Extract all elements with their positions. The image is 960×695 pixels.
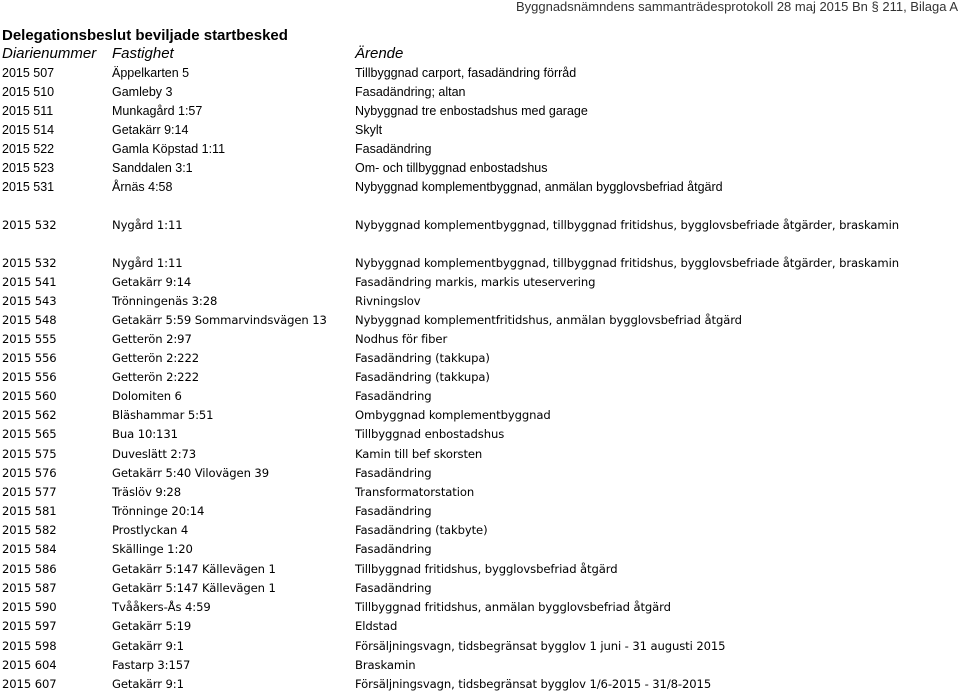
fastighet-cell: Getterön 2:97 [112,332,192,346]
arende-cell: Fasadändring [355,466,432,480]
arende-cell: Om- och tillbyggnad enbostadshus [355,161,548,175]
arende-cell: Fasadändring [355,581,432,595]
arende-cell: Fasadändring [355,504,432,518]
arende-cell: Tillbyggnad fritidshus, anmälan bygglovsbefriad åtgärd [355,600,671,614]
table-row [0,311,960,330]
arende-cell: Fasadändring (takkupa) [355,351,490,365]
fastighet-cell: Getakärr 9:14 [112,123,189,137]
protocol-reference: Byggnadsnämndens sammanträdesprotokoll 28 maj 2015 Bn § 211, Bilaga A [515,0,958,14]
diarienummer-cell: 2015 604 [2,658,57,672]
diarienummer-cell: 2015 543 [2,294,57,308]
table-row [0,83,960,102]
fastighet-cell: Fastarp 3:157 [112,658,191,672]
arende-cell: Skylt [355,123,383,137]
fastighet-cell: Träslöv 9:28 [112,485,181,499]
table-row [0,560,960,579]
fastighet-cell: Skällinge 1:20 [112,542,193,556]
table-row [0,292,960,311]
diarienummer-cell: 2015 532 [2,256,57,270]
arende-cell: Fasadändring [355,389,432,403]
fastighet-cell: Bläshammar 5:51 [112,408,214,422]
arende-cell: Försäljningsvagn, tidsbegränsat bygglov 1/6-2015 - 31/8-2015 [355,677,712,691]
table-row [0,540,960,559]
arende-cell: Nybyggnad tre enbostadshus med garage [355,104,588,118]
table-row [0,675,960,694]
fastighet-cell: Getakärr 9:14 [112,275,192,289]
arende-cell: Nybyggnad komplementbyggnad, anmälan bygglovsbefriad åtgärd [355,180,723,194]
fastighet-cell: Gamleby 3 [112,85,173,99]
arende-cell: Rivningslov [355,294,421,308]
fastighet-cell: Getterön 2:222 [112,351,199,365]
diarienummer-cell: 2015 581 [2,504,57,518]
fastighet-cell: Bua 10:131 [112,427,178,441]
table-row [0,349,960,368]
diarienummer-cell: 2015 532 [2,218,57,232]
diarienummer-cell: 2015 556 [2,351,57,365]
arende-cell: Nybyggnad komplementbyggnad, tillbyggnad fritidshus, bygglovsbefriade åtgärder, braskamin [355,218,899,232]
arende-cell: Kamin till bef skorsten [355,447,483,461]
diarienummer-cell: 2015 511 [2,104,54,118]
table-row [0,637,960,656]
table-row [0,425,960,444]
fastighet-cell: Getakärr 5:147 Källevägen 1 [112,562,276,576]
arende-cell: Fasadändring markis, markis uteservering [355,275,596,289]
arende-cell: Ombyggnad komplementbyggnad [355,408,551,422]
fastighet-cell: Årnäs 4:58 [112,180,173,194]
table-row [0,656,960,675]
table-row [0,178,960,197]
diarienummer-cell: 2015 510 [2,85,55,99]
table-row [0,216,960,235]
fastighet-cell: Nygård 1:11 [112,256,183,270]
arende-cell: Nybyggnad komplementfritidshus, anmälan bygglovsbefriad åtgärd [355,313,742,327]
fastighet-cell: Getakärr 5:40 Vilovägen 39 [112,466,269,480]
table-row [0,406,960,425]
diarienummer-cell: 2015 565 [2,427,57,441]
table-row [0,387,960,406]
arende-cell: Eldstad [355,619,398,633]
fastighet-cell: Nygård 1:11 [112,218,183,232]
table-row [0,121,960,140]
diarienummer-cell: 2015 562 [2,408,57,422]
fastighet-cell: Munkagård 1:57 [112,104,203,118]
table-row [0,464,960,483]
diarienummer-cell: 2015 555 [2,332,57,346]
fastighet-cell: Dolomiten 6 [112,389,182,403]
diarienummer-cell: 2015 586 [2,562,57,576]
column-header-fastighet: Fastighet [112,45,174,62]
fastighet-cell: Sanddalen 3:1 [112,161,193,175]
arende-cell: Tillbyggnad enbostadshus [355,427,505,441]
diarienummer-cell: 2015 590 [2,600,57,614]
diarienummer-cell: 2015 582 [2,523,57,537]
fastighet-cell: Prostlyckan 4 [112,523,189,537]
diarienummer-cell: 2015 607 [2,677,57,691]
fastighet-cell: Tvååkers-Ås 4:59 [112,600,211,614]
diarienummer-cell: 2015 522 [2,142,55,156]
diarienummer-cell: 2015 531 [2,180,55,194]
arende-cell: Braskamin [355,658,416,672]
arende-cell: Fasadändring; altan [355,85,466,99]
table-row [0,140,960,159]
table-row [0,273,960,292]
diarienummer-cell: 2015 577 [2,485,57,499]
diarienummer-cell: 2015 556 [2,370,57,384]
diarienummer-cell: 2015 575 [2,447,57,461]
fastighet-cell: Getterön 2:222 [112,370,199,384]
table-row [0,483,960,502]
fastighet-cell: Duveslätt 2:73 [112,447,197,461]
diarienummer-cell: 2015 523 [2,161,55,175]
diarienummer-cell: 2015 587 [2,581,57,595]
table-row [0,521,960,540]
diarienummer-cell: 2015 576 [2,466,57,480]
table-row [0,502,960,521]
fastighet-cell: Trönningenäs 3:28 [112,294,218,308]
column-header-diarienummer: Diarienummer [2,45,97,62]
fastighet-cell: Getakärr 9:1 [112,677,184,691]
diarienummer-cell: 2015 548 [2,313,57,327]
arende-cell: Försäljningsvagn, tidsbegränsat bygglov 1 juni - 31 augusti 2015 [355,639,726,653]
table-row [0,579,960,598]
arende-cell: Fasadändring (takbyte) [355,523,488,537]
table-row [0,598,960,617]
diarienummer-cell: 2015 514 [2,123,55,137]
arende-cell: Nybyggnad komplementbyggnad, tillbyggnad fritidshus, bygglovsbefriade åtgärder, braskamin [355,256,899,270]
table-row [0,159,960,178]
table-row [0,617,960,636]
fastighet-cell: Getakärr 5:147 Källevägen 1 [112,581,276,595]
table-row [0,445,960,464]
arende-cell: Fasadändring (takkupa) [355,370,490,384]
arende-cell: Tillbyggnad carport, fasadändring förråd [355,66,577,80]
diarienummer-cell: 2015 541 [2,275,57,289]
table-row [0,254,960,273]
document-title: Delegationsbeslut beviljade startbesked [2,27,288,44]
table-row [0,330,960,349]
column-header-arende: Ärende [355,45,404,62]
table-row [0,368,960,387]
diarienummer-cell: 2015 507 [2,66,55,80]
diarienummer-cell: 2015 584 [2,542,57,556]
table-row [0,102,960,121]
arende-cell: Fasadändring [355,542,432,556]
arende-cell: Fasadändring [355,142,432,156]
fastighet-cell: Äppelkarten 5 [112,66,190,80]
arende-cell: Nodhus för fiber [355,332,448,346]
table-row [0,64,960,83]
fastighet-cell: Getakärr 9:1 [112,639,184,653]
fastighet-cell: Gamla Köpstad 1:11 [112,142,226,156]
fastighet-cell: Getakärr 5:19 [112,619,192,633]
fastighet-cell: Getakärr 5:59 Sommarvindsvägen 13 [112,313,327,327]
fastighet-cell: Trönninge 20:14 [112,504,205,518]
diarienummer-cell: 2015 598 [2,639,57,653]
diarienummer-cell: 2015 560 [2,389,57,403]
arende-cell: Transformatorstation [355,485,475,499]
arende-cell: Tillbyggnad fritidshus, bygglovsbefriad åtgärd [355,562,618,576]
diarienummer-cell: 2015 597 [2,619,57,633]
